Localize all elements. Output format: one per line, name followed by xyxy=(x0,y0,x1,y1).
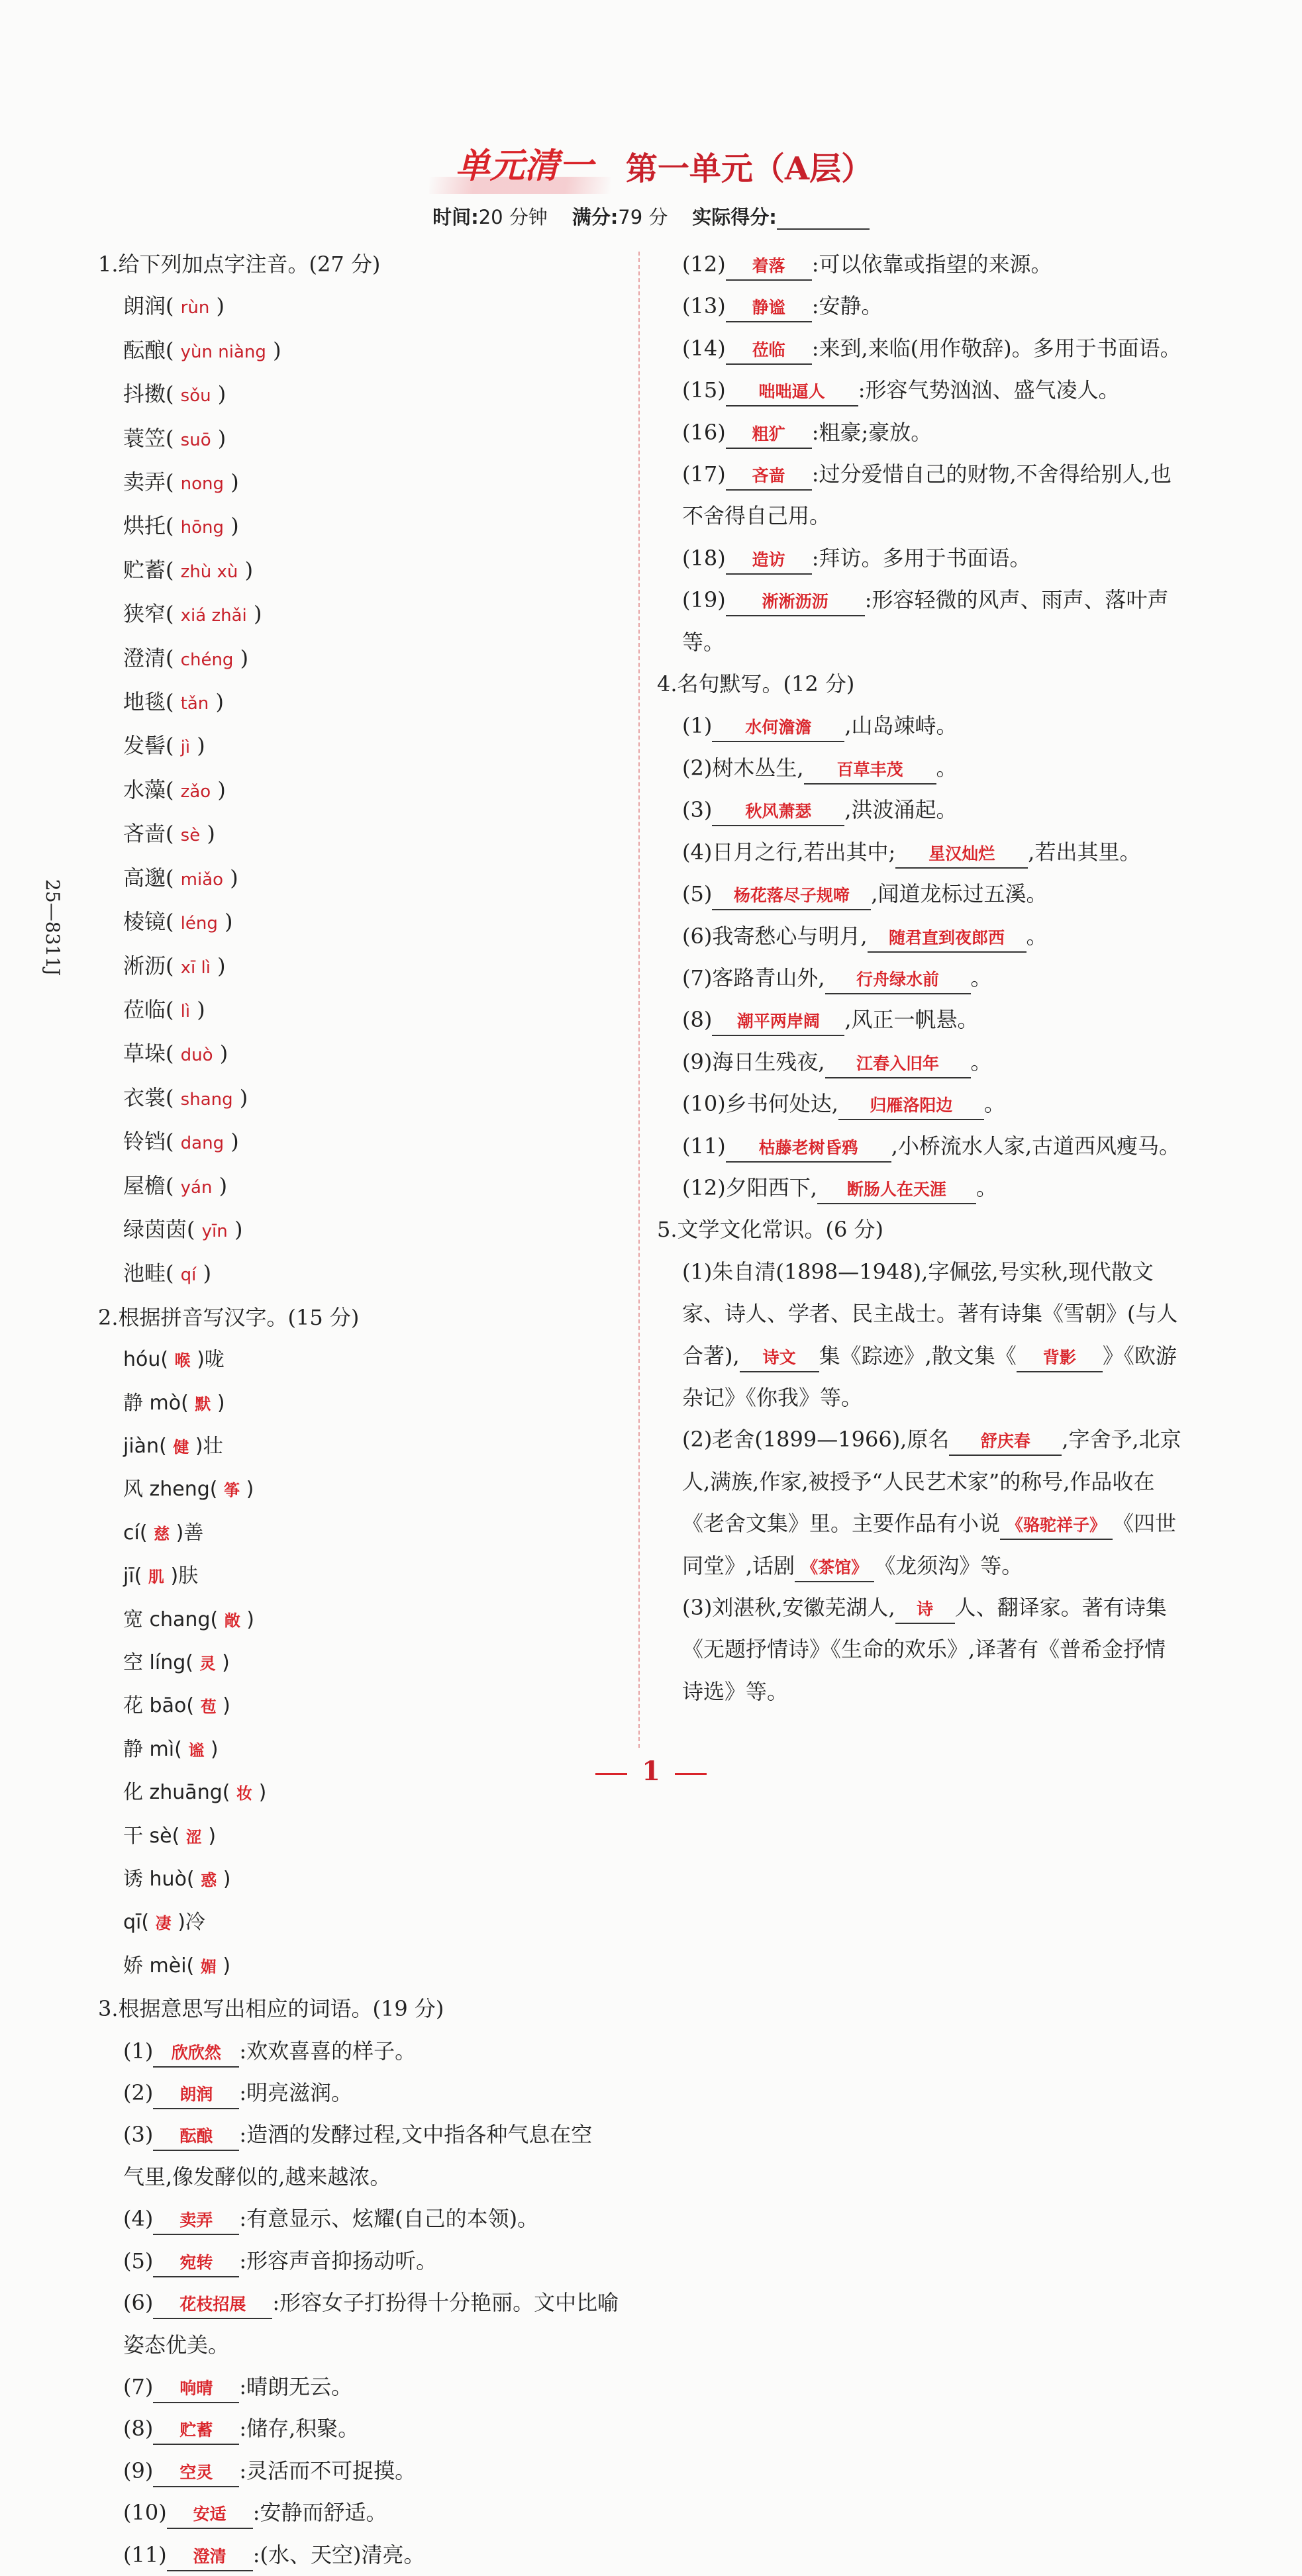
q1-item: 朗润( rùn ) xyxy=(123,293,225,319)
q1-item: 蓑笠( suō ) xyxy=(123,425,226,451)
q3-item: (6) 花枝招展 :形容女子打扮得十分艳丽。文中比喻姿态优美。 xyxy=(123,2290,619,2358)
q2-item: 化 zhuāng( 妆 ) xyxy=(123,1781,267,1805)
q1-item: 狭窄( xiá zhǎi ) xyxy=(123,601,262,627)
q3-item: (2) 朗润 :明亮滋润。 xyxy=(123,2072,621,2114)
q2-grid xyxy=(98,1339,621,1988)
q2-item: jiàn( 健 )壮 xyxy=(123,1434,223,1458)
q1-item: 铃铛( dang ) xyxy=(123,1129,239,1155)
score-label: 满分: xyxy=(572,206,619,228)
q3-item: (1) 欣欣然 :欢欢喜喜的样子。 xyxy=(123,2030,621,2072)
q2-item: jī( 肌 )肤 xyxy=(123,1564,199,1588)
score-value: 79 分 xyxy=(618,206,668,228)
q2-item: 娇 mèi( 媚 ) xyxy=(123,1954,231,1978)
actual-score-blank[interactable] xyxy=(777,210,870,230)
q2-item: qī( 凄 )冷 xyxy=(123,1911,205,1934)
q1-item: 贮蓄( zhù xù ) xyxy=(123,557,254,583)
q1-item: 衣裳( shang ) xyxy=(123,1084,248,1110)
q1-item: 草垛( duò ) xyxy=(123,1041,228,1067)
q4-item: (10)乡书何处达, 归雁洛阳边 。 xyxy=(682,1083,1185,1125)
q4-item: (8) 潮平两岸阔 ,风正一帆悬。 xyxy=(682,999,1185,1041)
q1-item: 发髻( jì ) xyxy=(123,733,205,759)
q1-item: 棱镜( léng ) xyxy=(123,909,233,935)
q2-heading: 2.根据拼音写汉字。(15 分) xyxy=(98,1304,360,1330)
q5-para-1: (1)朱自清(1898—1948),字佩弦,号实秋,现代散文家、诗人、学者、民主战士。著有诗集《雪朝》(与人合著), 诗文 集《踪迹》,散文集《 背影 》《欧游杂记》《你我》等。 xyxy=(682,1259,1178,1410)
q4-item: (2)树木丛生, 百草丰茂 。 xyxy=(682,747,1185,789)
q2-item: 花 bāo( 苞 ) xyxy=(123,1694,230,1718)
exam-info xyxy=(0,203,1302,230)
q5-para-3: (3)刘湛秋,安徽芜湖人, 诗 人、翻译家。著有诗集《无题抒情诗》《生命的欢乐》,译著有《普希金抒情诗选》等。 xyxy=(682,1595,1167,1704)
q4-item: (7)客路青山外, 行舟绿水前 。 xyxy=(682,957,1185,999)
q3-item: (7) 响晴 :晴朗无云。 xyxy=(123,2366,621,2408)
q1-item: 烘托( hōng ) xyxy=(123,513,239,539)
q2-item: cí( 慈 )善 xyxy=(123,1521,204,1545)
q3-item: (8) 贮蓄 :储存,积聚。 xyxy=(123,2408,621,2450)
q1-item: 抖擞( sǒu ) xyxy=(123,381,226,407)
column-divider xyxy=(638,252,640,1748)
q2-item: 干 sè( 涩 ) xyxy=(123,1824,217,1848)
q1-item: 澄清( chéng ) xyxy=(123,645,249,671)
q3-item: (3) 酝酿 :造酒的发酵过程,文中指各种气息在空气里,像发酵似的,越来越浓。 xyxy=(123,2122,593,2189)
q2-item: 风 zheng( 筝 ) xyxy=(123,1478,254,1502)
q5-body xyxy=(682,1251,1185,1713)
q2-item: 静 mò( 默 ) xyxy=(123,1391,225,1415)
q3-item: (15) 咄咄逼人 :形容气势汹汹、盛气凌人。 xyxy=(682,369,1185,411)
q1-item: 绿茵茵( yīn ) xyxy=(123,1216,243,1242)
actual-score-label: 实际得分: xyxy=(692,206,777,228)
q3-item: (18) 造访 :拜访。多用于书面语。 xyxy=(682,538,1185,579)
q4-item: (1) 水何澹澹 ,山岛竦峙。 xyxy=(682,705,1185,747)
q2-item: 静 mì( 谧 ) xyxy=(123,1737,219,1761)
q1-item: 吝啬( sè ) xyxy=(123,821,215,847)
q3-item: (16) 粗犷 :粗豪;豪放。 xyxy=(682,412,1185,453)
q3-item: (5) 宛转 :形容声音抑扬动听。 xyxy=(123,2240,621,2282)
q1-item: 卖弄( nong ) xyxy=(123,469,239,495)
q4-item: (11) 枯藤老树昏鸦 ,小桥流水人家,古道西风瘦马。 xyxy=(682,1125,1185,1167)
page-number-dash-right xyxy=(675,1773,707,1775)
q1-item: 地毯( tǎn ) xyxy=(123,689,224,715)
q4-item: (4)日月之行,若出其中; 星汉灿烂 ,若出其里。 xyxy=(682,832,1185,873)
q3-item: (12) 着落 :可以依靠或指望的来源。 xyxy=(682,244,1185,285)
q3-list xyxy=(98,2030,621,2576)
q3-item: (10) 安适 :安静而舒适。 xyxy=(123,2492,621,2534)
time-label: 时间: xyxy=(432,206,479,228)
q4-item: (6)我寄愁心与明月, 随君直到夜郎西 。 xyxy=(682,916,1185,957)
page-number: 1 xyxy=(0,1756,1302,1787)
q1-item: 淅沥( xī lì ) xyxy=(123,953,226,978)
q4-heading: 4.名句默写。(12 分) xyxy=(657,671,855,697)
q4-item: (12)夕阳西下, 断肠人在天涯 。 xyxy=(682,1167,1185,1209)
q1-item: 屋檐( yán ) xyxy=(123,1172,228,1198)
q1-item: 高邈( miǎo ) xyxy=(123,865,238,890)
q5-heading: 5.文学文化常识。(6 分) xyxy=(657,1217,884,1243)
q3-item: (9) 空灵 :灵活而不可捉摸。 xyxy=(123,2450,621,2492)
q4-item: (3) 秋风萧瑟 ,洪波涌起。 xyxy=(682,789,1185,831)
q3-item: (17) 吝啬 :过分爱惜自己的财物,不舍得给别人,也不舍得自己用。 xyxy=(682,461,1172,529)
q4-list xyxy=(682,705,1185,1209)
q2-item: 诱 huò( 惑 ) xyxy=(123,1868,231,1891)
q2-item: hóu( 喉 )咙 xyxy=(123,1348,225,1372)
q4-item: (5) 杨花落尽子规啼 ,闻道龙标过五溪。 xyxy=(682,873,1185,915)
q3-item: (14) 莅临 :来到,来临(用作敬辞)。多用于书面语。 xyxy=(682,328,1185,369)
q3-heading: 3.根据意思写出相应的词语。(19 分) xyxy=(98,1996,444,2022)
q4-item: (9)海日生残夜, 江春入旧年 。 xyxy=(682,1041,1185,1083)
q3-item: (4) 卖弄 :有意显示、炫耀(自己的本领)。 xyxy=(123,2198,621,2240)
q1-grid xyxy=(98,285,621,1296)
q2-item: 宽 chang( 敞 ) xyxy=(123,1607,255,1631)
left-column xyxy=(98,244,621,2576)
q3-item: (19) 淅淅沥沥 :形容轻微的风声、雨声、落叶声等。 xyxy=(682,587,1169,655)
q1-item: 池畦( qí ) xyxy=(123,1261,212,1286)
q1-item: 酝酿( yùn niàng ) xyxy=(123,337,281,363)
unit-badge: 单元清一 xyxy=(429,138,611,194)
q1-heading: 1.给下列加点字注音。(27 分) xyxy=(98,252,381,277)
right-column xyxy=(657,244,1185,1713)
q1-item: 莅临( lì ) xyxy=(123,996,205,1022)
title-bar xyxy=(0,138,1302,194)
page-number-dash-left xyxy=(595,1773,627,1775)
q5-para-2: (2)老舍(1899—1966),原名 舒庆春 ,字舍予,北京人,满族,作家,被授予“人民艺术家”的称号,作品收在《老舍文集》里。主要作品有小说 《骆驼祥子》 《四世同堂》,话剧 《茶馆》 《龙须沟》等。 xyxy=(682,1419,1185,1587)
q3-item: (11) 澄清 :(水、天空)清亮。 xyxy=(123,2534,621,2576)
time-value: 20 分钟 xyxy=(478,206,548,228)
side-code: 25—8311J xyxy=(42,879,64,977)
page-title: 第一单元（A层） xyxy=(625,150,874,187)
q2-item: 空 líng( 灵 ) xyxy=(123,1651,230,1674)
q1-item: 水藻( zǎo ) xyxy=(123,777,226,802)
q3-list-continued xyxy=(682,244,1185,663)
q3-item: (13) 静谧 :安静。 xyxy=(682,285,1185,327)
